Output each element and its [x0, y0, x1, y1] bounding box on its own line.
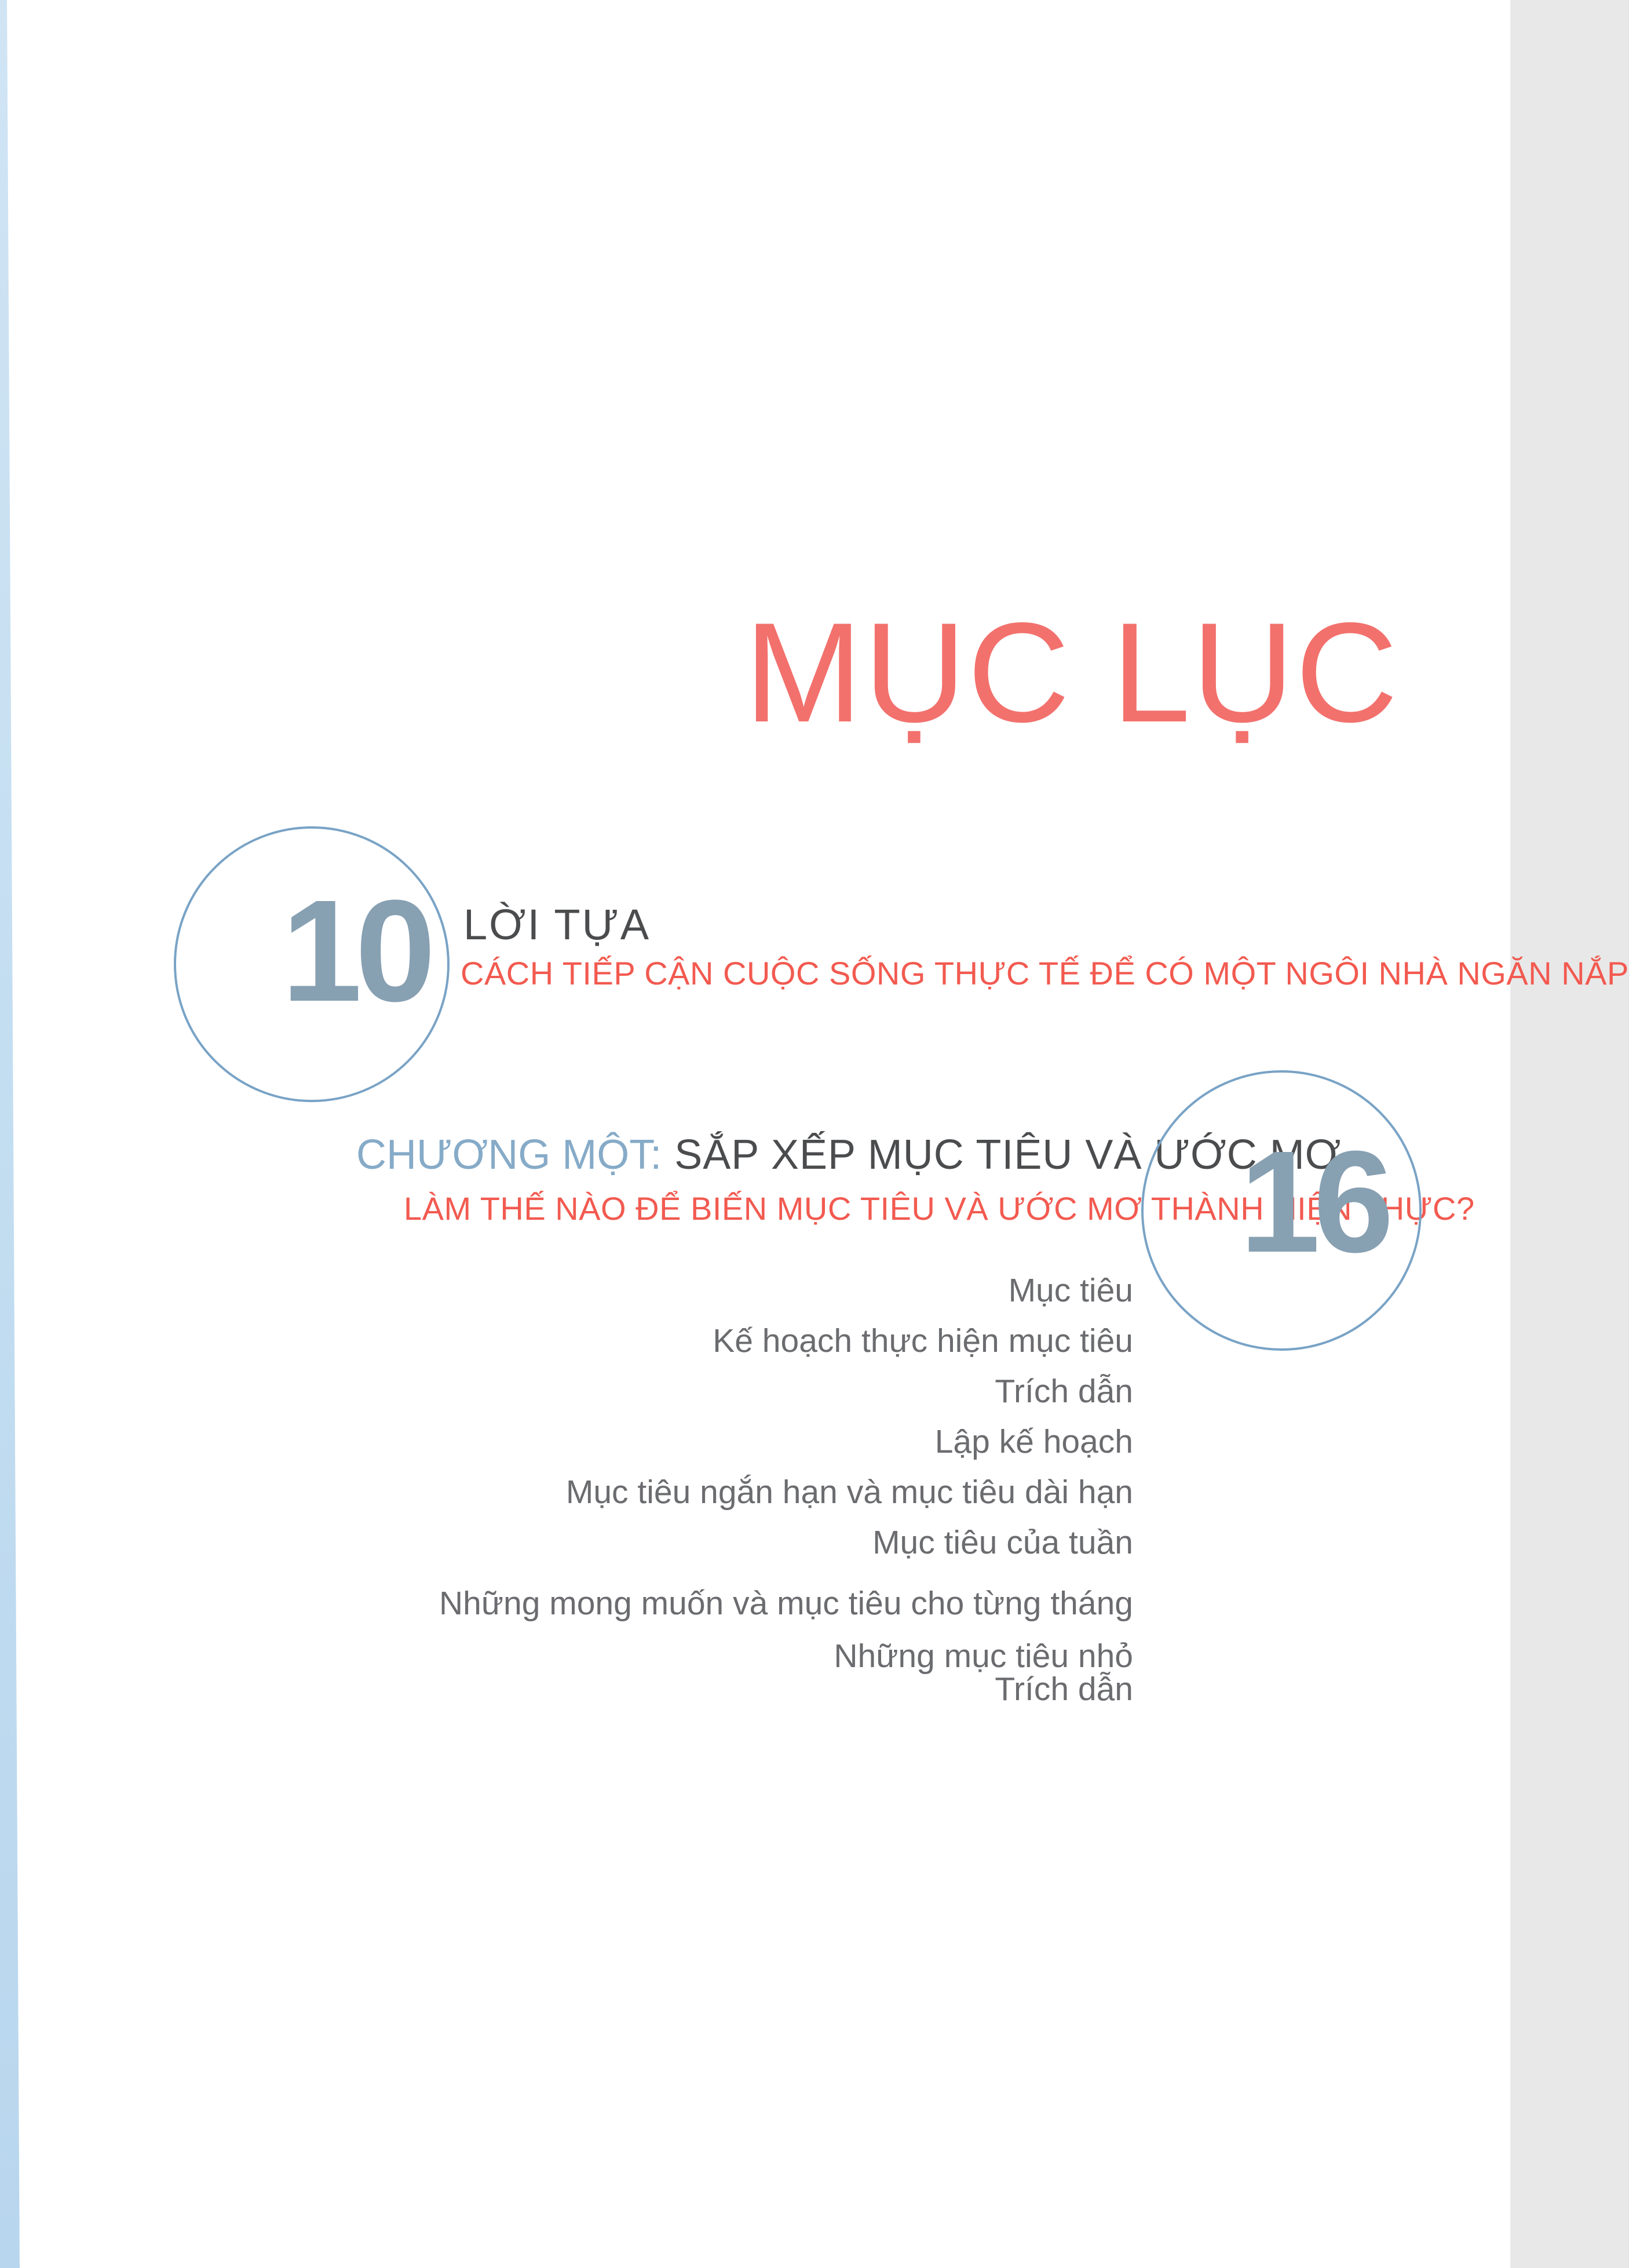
toc-item: Những mong muốn và mục tiêu cho từng tháng: [439, 1585, 1133, 1622]
chapter-one-page-number: 16: [1240, 1121, 1387, 1282]
preface-page-number: 10: [282, 870, 429, 1031]
toc-item: Mục tiêu ngắn hạn và mục tiêu dài hạn: [565, 1474, 1133, 1511]
page-edge-strip: [0, 0, 25, 2268]
toc-item: Kế hoạch thực hiện mục tiêu: [713, 1322, 1133, 1359]
chapter-one-label: CHƯƠNG MỘT:: [356, 1132, 662, 1178]
preface-heading: LỜI TỰA: [463, 900, 651, 949]
preface-subtitle: CÁCH TIẾP CẬN CUỘC SỐNG THỰC TẾ ĐỂ CÓ MỘT NGÔI NHÀ NGĂN NẮP: [461, 955, 1629, 991]
toc-item: Trích dẫn: [995, 1671, 1133, 1708]
page-title: MỤC LỤC: [744, 593, 1399, 752]
toc-item: Những mục tiêu nhỏ: [834, 1638, 1133, 1675]
toc-section-list: [439, 1266, 1133, 1715]
toc-item: Lập kế hoạch: [934, 1423, 1133, 1460]
toc-item: Mục tiêu của tuần: [872, 1524, 1133, 1561]
toc-item: Mục tiêu: [1008, 1272, 1133, 1309]
chapter-one-subtitle: LÀM THẾ NÀO ĐỂ BIẾN MỤC TIÊU VÀ ƯỚC MƠ THÀNH HIỆN THỰC?: [404, 1190, 1475, 1227]
chapter-one-title: SẮP XẾP MỤC TIÊU VÀ ƯỚC MƠ: [674, 1132, 1342, 1178]
toc-item: Trích dẫn: [995, 1373, 1133, 1410]
